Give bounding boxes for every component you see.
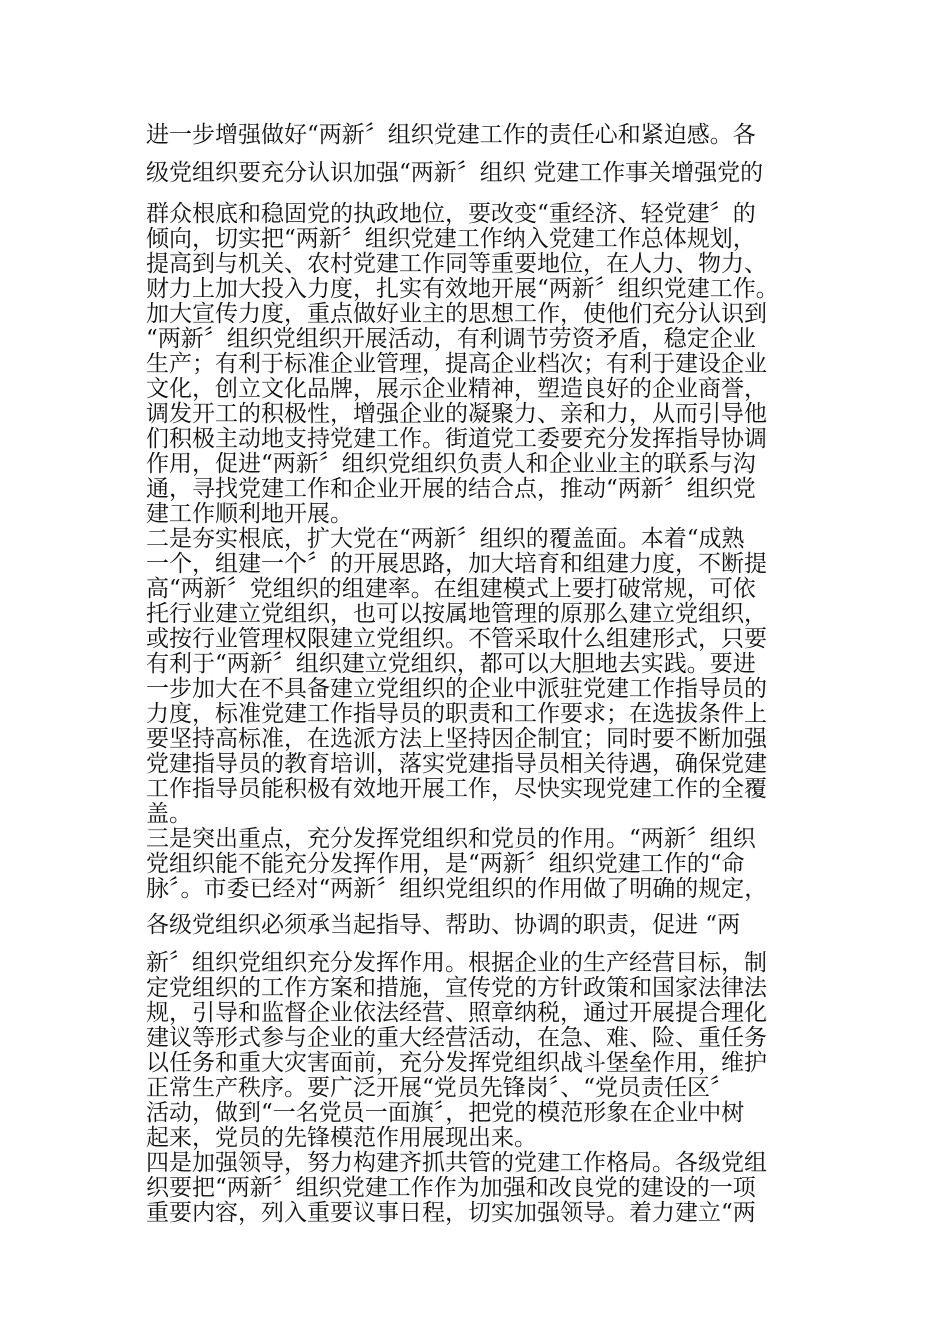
text-line: 四是加强领导，努力构建齐抓共管的党建工作格局。各级党组	[146, 1150, 767, 1176]
text-line: 盖。	[146, 801, 192, 827]
text-line: 生产；有利于标准企业管理，提高企业档次；有利于建设企业	[146, 351, 767, 377]
text-line: 们积极主动地支持党建工作。街道党工委要充分发挥指导协调	[146, 426, 767, 452]
text-line: 有利于“两新〞组织建立党组织，都可以大胆地去实践。要进	[146, 651, 756, 677]
text-line: 织要把“两新〞组织党建工作作为加强和改良党的建设的一项	[146, 1175, 756, 1201]
text-line: 脉〞。市委已经对“两新〞组织党组织的作用做了明确的规定，	[146, 876, 768, 902]
text-line: 党建指导员的教育培训，落实党建指导员相关待遇，确保党建	[146, 751, 767, 777]
text-line: 各级党组织必须承当起指导、帮助、协调的职责，促进 “两	[146, 912, 741, 938]
text-line: 作用，促进“两新〞组织党组织负责人和企业业主的联系与沟	[146, 451, 756, 477]
text-line: “两新〞组织党组织开展活动，有利调节劳资矛盾，稳定企业	[146, 326, 756, 352]
text-line: 调发开工的积极性，增强企业的凝聚力、亲和力，从而引导他	[146, 401, 767, 427]
text-line: 力度，标准党建工作指导员的职责和工作要求；在选拔条件上	[146, 701, 767, 727]
text-line: 工作指导员能积极有效地开展工作，尽快实现党建工作的全覆	[146, 776, 767, 802]
text-line: 正常生产秩序。要广泛开展“党员先锋岗〞、“党员责任区〞	[146, 1075, 734, 1101]
text-line: 二是夯实根底，扩大党在“两新〞组织的覆盖面。本着“成熟	[146, 526, 745, 552]
text-line: 以任务和重大灾害面前，充分发挥党组织战斗堡垒作用，维护	[146, 1050, 767, 1076]
text-line: 活动，做到“一名党员一面旗〞，把党的模范形象在企业中树	[146, 1100, 745, 1126]
text-line: 级党组织要充分认识加强“两新〞组织 党建工作事关增强党的	[146, 160, 764, 186]
text-line: 起来，党员的先锋模范作用展现出来。	[146, 1125, 537, 1151]
text-line: 三是突出重点，充分发挥党组织和党员的作用。“两新〞组织	[146, 826, 756, 852]
text-line: 规，引导和监督企业依法经营、照章纳税，通过开展提合理化	[146, 1000, 767, 1026]
text-line: 建议等形式参与企业的重大经营活动，在急、难、险、重任务	[146, 1025, 767, 1051]
text-line: 加大宣传力度，重点做好业主的思想工作，使他们充分认识到	[146, 301, 767, 327]
text-line: 定党组织的工作方案和措施，宣传党的方针政策和国家法律法	[146, 975, 767, 1001]
text-line: 要坚持高标准，在选派方法上坚持因企制宜；同时要不断加强	[146, 726, 767, 752]
text-line: 一个，组建一个〞的开展思路，加大培育和组建力度，不断提	[146, 551, 767, 577]
text-line: 群众根底和稳固党的执政地位，要改变“重经济、轻党建〞的	[146, 201, 756, 227]
text-line: 托行业建立党组织，也可以按属地管理的原那么建立党组织，	[146, 601, 767, 627]
text-line: 高“两新〞党组织的组建率。在组建模式上要打破常规，可依	[146, 576, 756, 602]
text-line: 倾向，切实把“两新〞组织党建工作纳入党建工作总体规划，	[146, 226, 756, 252]
text-line: 重要内容，列入重要议事日程，切实加强领导。着力建立“两	[146, 1200, 756, 1226]
text-line: 或按行业管理权限建立党组织。不管采取什么组建形式，只要	[146, 626, 767, 652]
text-line: 财力上加大投入力度，扎实有效地开展“两新〞组织党建工作。	[146, 276, 779, 302]
text-line: 一步加大在不具备建立党组织的企业中派驻党建工作指导员的	[146, 676, 767, 702]
text-line: 进一步增强做好“两新〞组织党建工作的责任心和紧迫感。各	[146, 122, 756, 148]
text-line: 文化，创立文化品牌，展示企业精神，塑造良好的企业商誉，	[146, 376, 767, 402]
text-line: 新〞组织党组织充分发挥作用。根据企业的生产经营目标，制	[146, 950, 767, 976]
text-line: 建工作顺利地开展。	[146, 501, 353, 527]
text-line: 党组织能不能充分发挥作用，是“两新〞组织党建工作的“命	[146, 851, 745, 877]
text-line: 通，寻找党建工作和企业开展的结合点，推动“两新〞组织党	[146, 476, 756, 502]
text-line: 提高到与机关、农村党建工作同等重要地位，在人力、物力、	[146, 251, 767, 277]
